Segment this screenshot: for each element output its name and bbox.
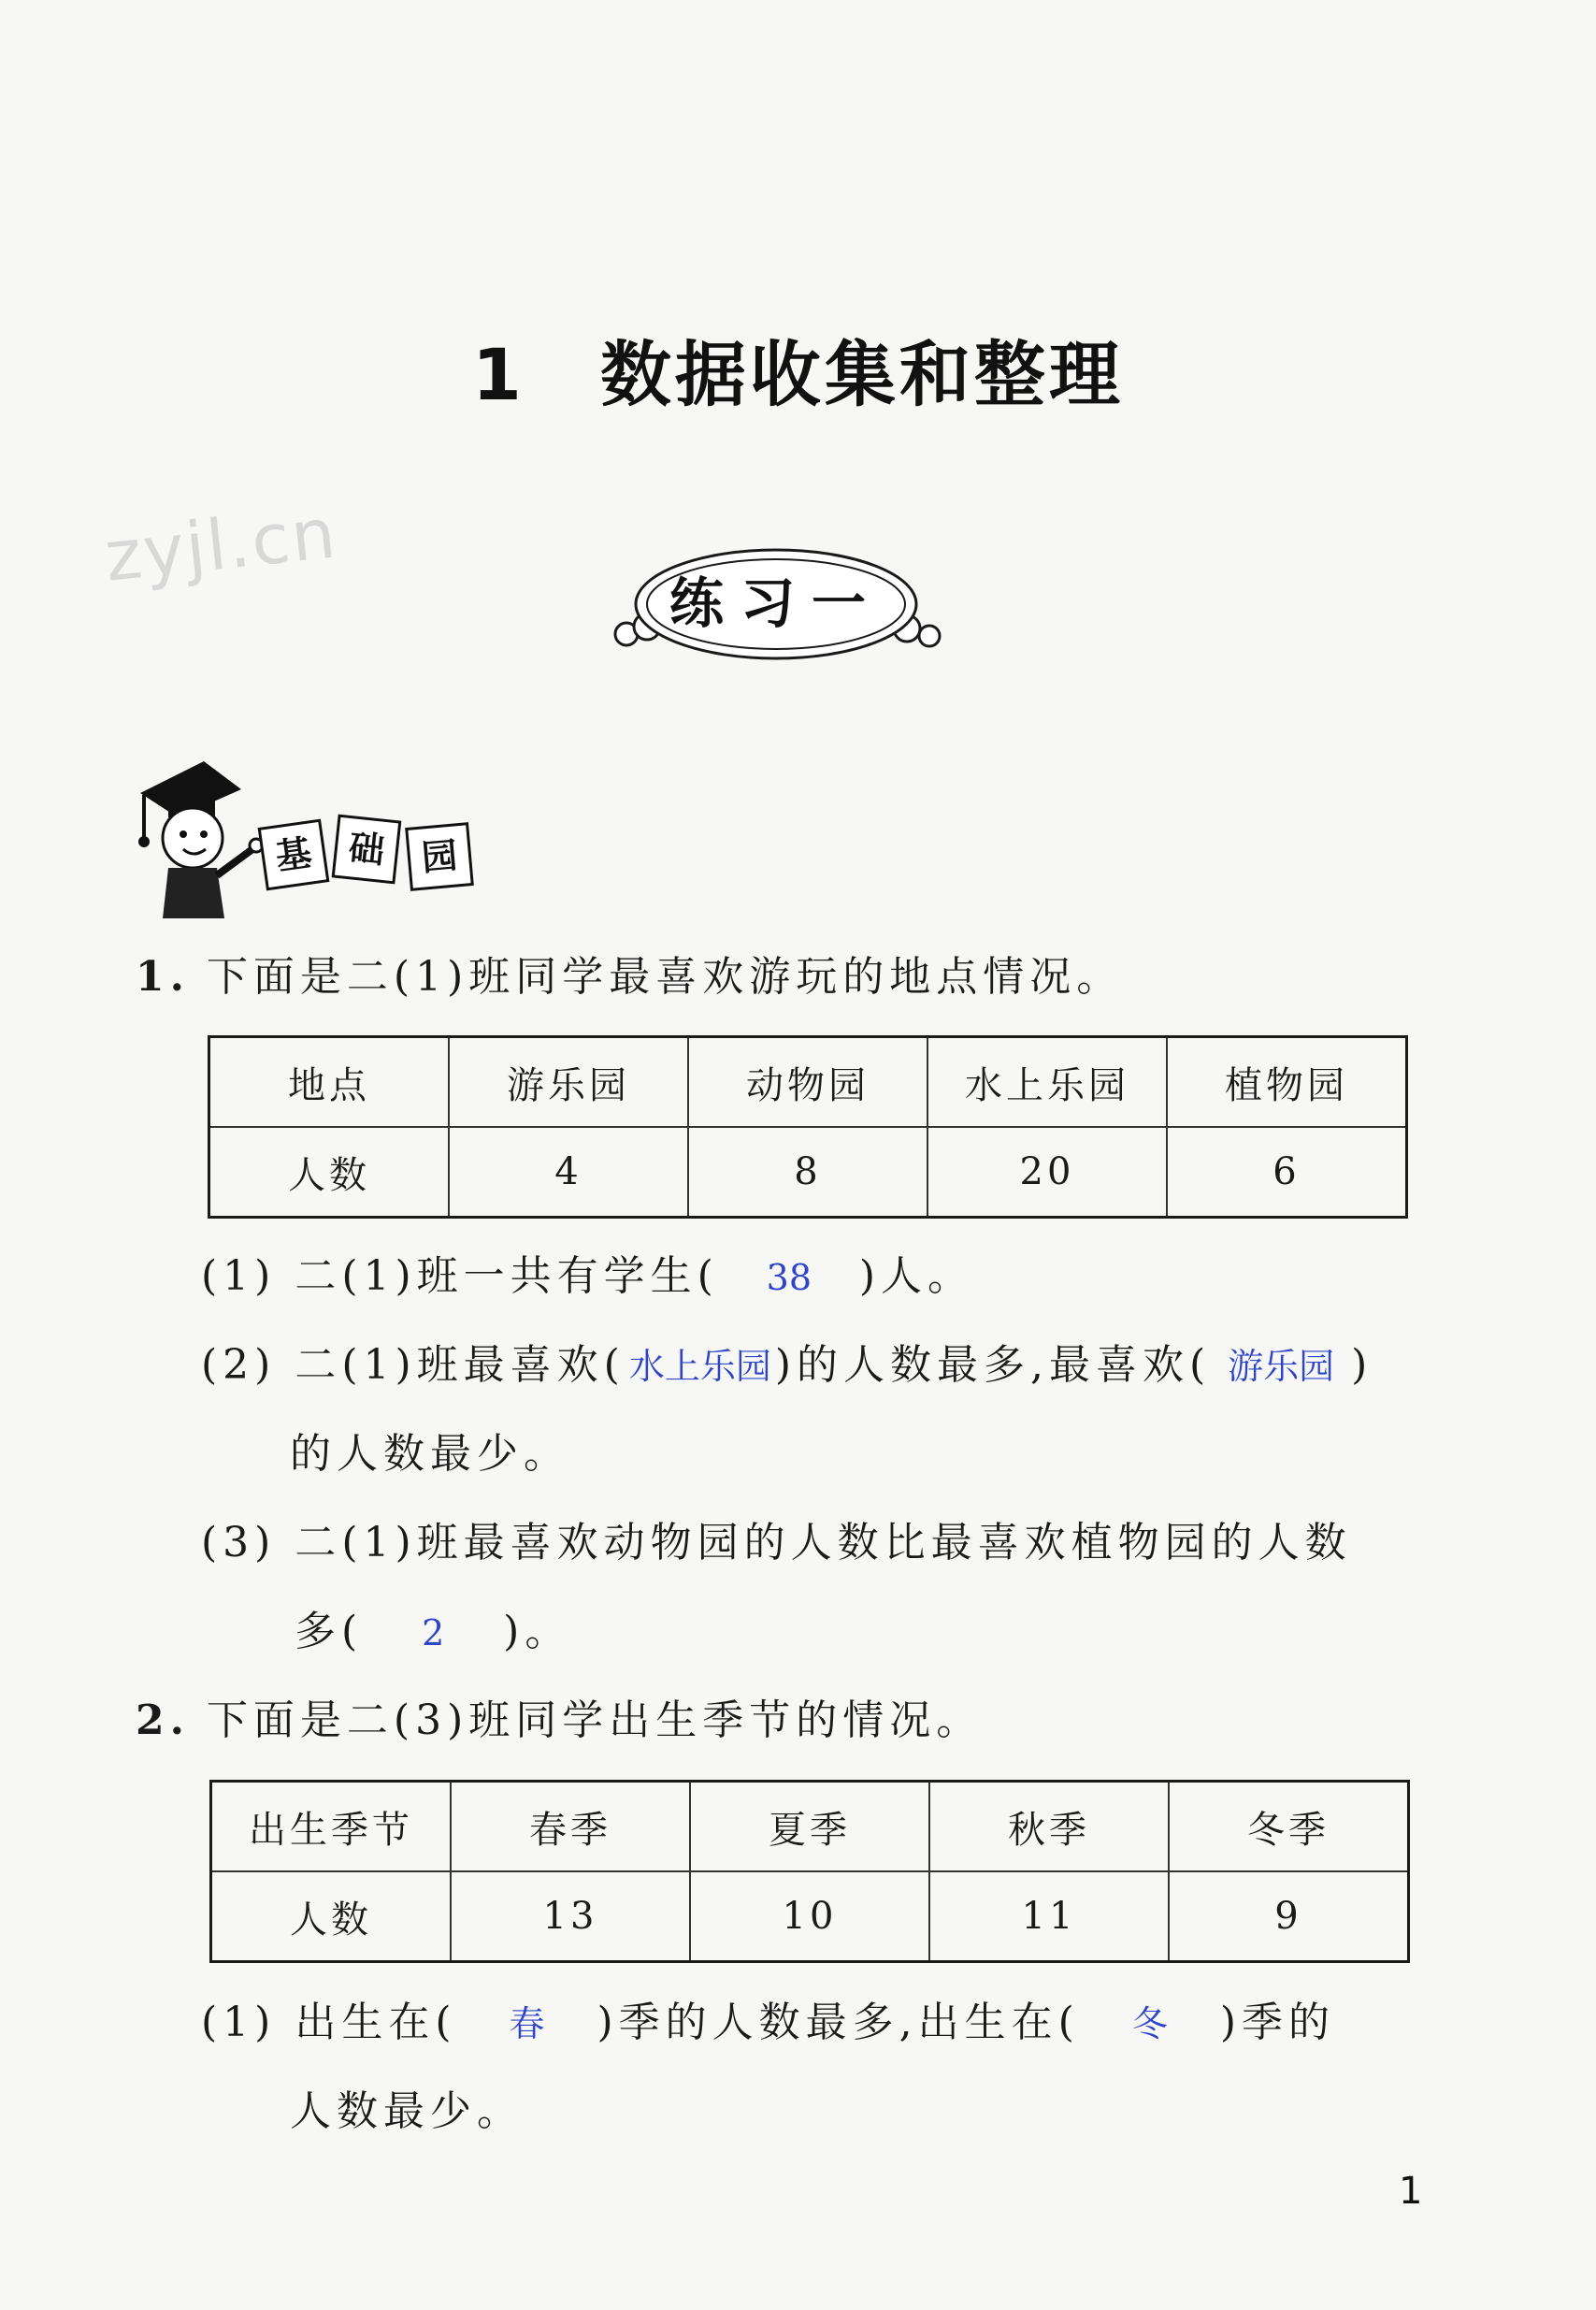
sub-text: 二(1)班一共有学生(	[295, 1252, 719, 1300]
table-cell: 春季	[451, 1782, 690, 1872]
answer-field[interactable]: 游乐园	[1228, 1346, 1335, 1387]
q2-sub1-cont: 人数最少。	[290, 2087, 524, 2135]
exercise-badge	[598, 542, 954, 664]
sub-text: 出生在(	[295, 1999, 457, 2046]
sub-text: )季的人数最多,出生在(	[597, 1999, 1080, 2046]
table-cell: 夏季	[690, 1782, 929, 1872]
table-cell: 10	[690, 1871, 929, 1962]
sub-label: (2)	[201, 1341, 277, 1389]
table-cell: 8	[688, 1127, 927, 1218]
answer-field[interactable]: 春	[509, 2003, 545, 2044]
answer-field[interactable]: 2	[422, 1612, 445, 1653]
badge-char-1: 基	[273, 831, 314, 878]
q2-prompt	[136, 1693, 983, 1749]
q2-text: 下面是二(3)班同学出生季节的情况。	[206, 1696, 984, 1744]
table-row	[209, 1127, 1407, 1218]
table-cell: 11	[929, 1871, 1169, 1962]
table-cell: 9	[1169, 1871, 1409, 1962]
q1-sub2	[201, 1337, 1373, 1394]
watermark: zyjl.cn	[101, 493, 341, 598]
table-cell: 人数	[211, 1871, 452, 1962]
table-cell: 动物园	[688, 1037, 927, 1128]
sub-text: )。	[503, 1608, 572, 1655]
sub-label: (1)	[201, 1999, 277, 2046]
table-cell: 13	[451, 1871, 690, 1962]
q1-number: 1.	[136, 953, 190, 1001]
badge-char-2: 础	[346, 827, 387, 872]
q1-sub2-cont: 的人数最少。	[290, 1430, 570, 1478]
table-cell: 人数	[209, 1127, 450, 1218]
sub-text: 多(	[295, 1608, 364, 1655]
q2-sub1	[201, 1995, 1335, 2052]
table-row	[211, 1871, 1409, 1962]
chapter-number: 1	[472, 333, 525, 416]
q2-number: 2.	[136, 1696, 190, 1744]
badge-char-3: 园	[420, 834, 459, 879]
chapter-name: 数据收集和整理	[599, 333, 1124, 416]
q1-sub3-cont	[295, 1604, 571, 1661]
sub-text: )的人数最多,最喜欢(	[774, 1341, 1212, 1389]
sub-text: )季的	[1219, 1999, 1335, 2046]
sub-label: (3)	[201, 1519, 277, 1566]
table-cell: 4	[449, 1127, 688, 1218]
table-cell: 地点	[209, 1037, 450, 1128]
table-cell: 20	[927, 1127, 1167, 1218]
table-cell: 出生季节	[211, 1782, 452, 1872]
exercise-label: 练习一	[669, 571, 883, 635]
answer-field[interactable]: 38	[766, 1257, 812, 1298]
table-cell: 6	[1167, 1127, 1407, 1218]
table-row	[211, 1782, 1409, 1872]
table-cell: 水上乐园	[927, 1037, 1167, 1128]
table-row	[209, 1037, 1407, 1128]
q1-text: 下面是二(1)班同学最喜欢游玩的地点情况。	[206, 953, 1124, 1001]
table-cell: 冬季	[1169, 1782, 1409, 1872]
sub-text: 二(1)班最喜欢(	[295, 1341, 625, 1389]
section-badge	[131, 748, 486, 926]
sub-label: (1)	[201, 1252, 277, 1300]
q2-table	[209, 1780, 1410, 1963]
sub-text: )	[1351, 1341, 1373, 1389]
q1-table	[208, 1035, 1408, 1219]
table-cell: 秋季	[929, 1782, 1169, 1872]
table-cell: 植物园	[1167, 1037, 1407, 1128]
graduate-mascot-icon	[131, 748, 271, 926]
sub-text: 二(1)班最喜欢动物园的人数比最喜欢植物园的人数	[295, 1519, 1352, 1566]
q1-prompt	[136, 949, 1123, 1005]
table-cell: 游乐园	[449, 1037, 688, 1128]
q1-sub1	[201, 1249, 974, 1306]
sub-text: )人。	[858, 1252, 974, 1300]
q1-sub3	[201, 1515, 1352, 1571]
answer-field[interactable]: 冬	[1131, 2003, 1168, 2044]
page-number: 1	[1399, 2170, 1423, 2213]
chapter-title	[0, 318, 1596, 420]
answer-field[interactable]: 水上乐园	[628, 1346, 771, 1387]
